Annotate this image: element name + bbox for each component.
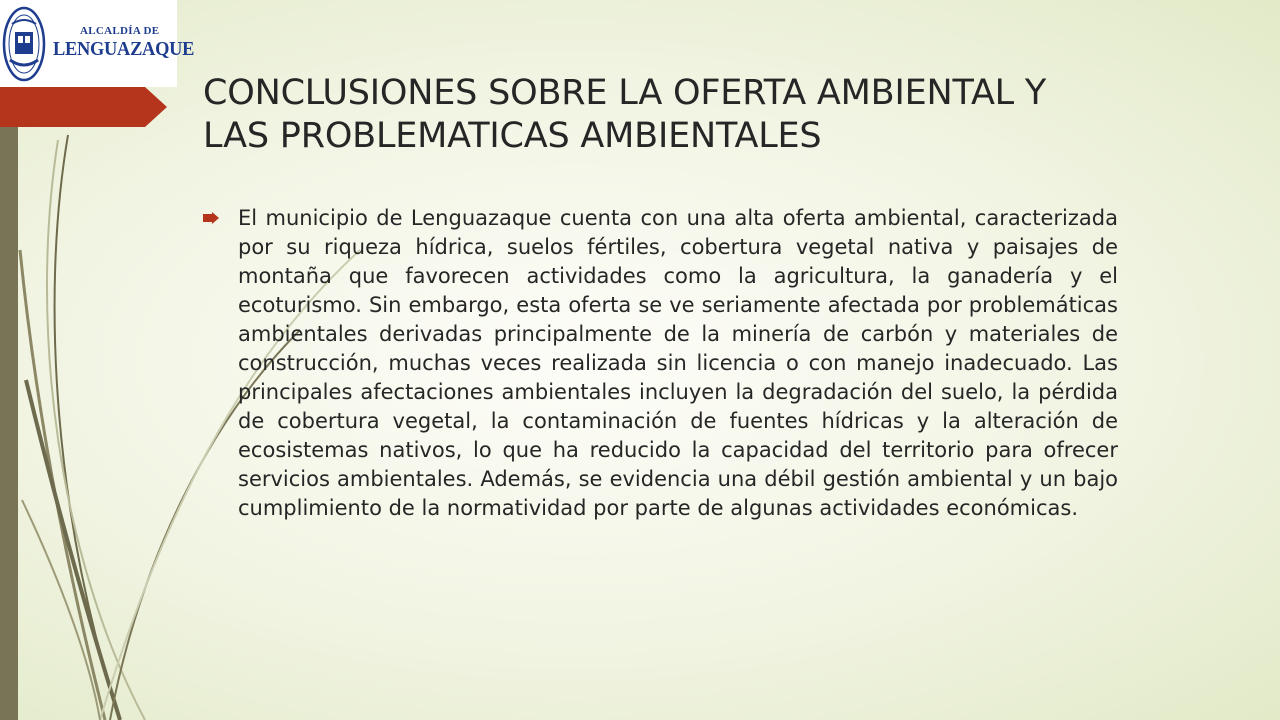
bullet-paragraph: El municipio de Lenguazaque cuenta con una alta oferta ambiental, caracterizada por su riqueza hídrica, suelos fértiles, cobertura vegetal nativa y paisajes de montaña que favorecen actividades como la agricultura, la ganadería y el ecoturismo. Sin embargo, esta oferta se ve seriamente afectada por problemáticas ambientales derivadas principalmente de la minería de carbón y materiales de construcción, muchas veces realizada sin licencia o con manejo inadecuado. Las principales afectaciones ambientales incluyen la degradación del suelo, la pérdida de cobertura vegetal, la contaminación de fuentes hídricas y la alteración de ecosistemas nativos, lo que ha reducido la capacidad del territorio para ofrecer servicios ambientales. Además, se evidencia una débil gestión ambiental y un bajo cumplimiento de la normatividad por parte de algunas actividades económicas. [238,206,1118,520]
municipality-logo [0,0,195,87]
logo-line1: ALCALDÍA DE [80,25,160,37]
municipal-seal-icon [2,4,46,82]
logo-line2: LENGUAZAQUE [53,38,195,60]
slide-title [203,72,1203,158]
title-accent-arrow [0,87,167,127]
slide-title-line: CONCLUSIONES SOBRE LA OFERTA AMBIENTAL Y [203,73,1047,113]
arrow-bullet-icon [203,212,219,224]
slide-title-line: LAS PROBLEMATICAS AMBIENTALES [203,116,822,156]
